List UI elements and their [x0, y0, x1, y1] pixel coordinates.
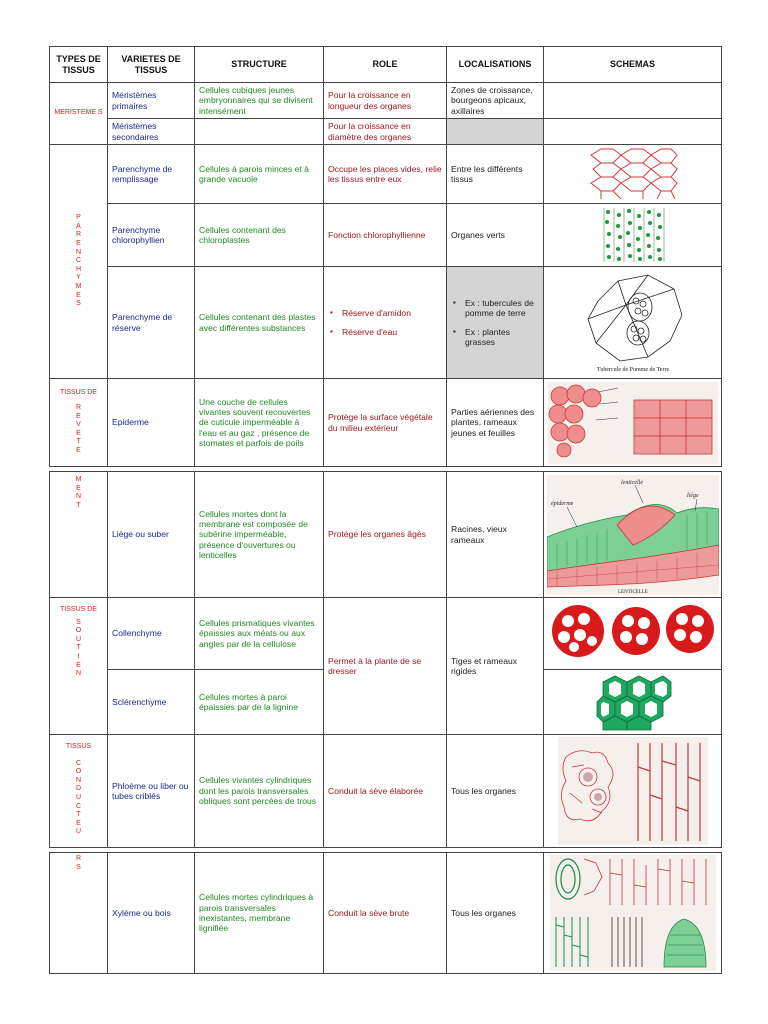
structure-liege: Cellules mortes dont la membrane est composée de subérine imperméable, présence d'ouvertures ou lenticelles [195, 472, 324, 598]
table-row-parenchyme-remplissage [50, 145, 722, 204]
loc-parenchyme-chlorophyllien: Organes verts [447, 204, 544, 267]
schema-parenchyme-chlorophyllien [544, 204, 722, 267]
role-meristemes-secondaires: Pour la croissance en diamètre des organes [324, 119, 447, 145]
variete-sclerenchyme: Sclérenchyme [108, 670, 195, 735]
parenchyma-hexagon-drawing [587, 147, 679, 201]
loc-reserve-plantes-grasses: ▪ Ex : plantes grasses [451, 327, 539, 348]
schema-liege [544, 472, 722, 598]
schema-meristemes-primaires [544, 83, 722, 119]
tissue-table-page [49, 46, 721, 974]
label-lenticelle: lenticelle [620, 479, 643, 486]
role-parenchyme-reserve [324, 267, 447, 379]
tissue-table-block-3 [49, 852, 722, 974]
xylem-drawing [550, 855, 716, 971]
table-row-phloeme [50, 735, 722, 848]
structure-parenchyme-remplissage: Cellules à parois minces et à grande vacuole [195, 145, 324, 204]
role-xyleme: Conduit la sève brute [324, 853, 447, 974]
role-reserve-amidon: ▪ Réserve d'amidon [328, 308, 442, 318]
header-types: TYPES DE TISSUS [50, 47, 108, 83]
table-row-liege [50, 472, 722, 598]
loc-meristemes-primaires: Zones de croissance, bourgeons apicaux, axillaires [447, 83, 544, 119]
loc-reserve-tubercules: ▪ Ex : tubercules de pomme de terre [451, 298, 539, 319]
table-row-collenchyme [50, 598, 722, 670]
type-soutien: TISSUS DE S O U T I E N [50, 598, 108, 735]
variete-parenchyme-reserve: Parenchyme de réserve [108, 267, 195, 379]
structure-collenchyme: Cellules prismatiques vivantes épaissies aux méats ou aux angles par de la cellulose [195, 598, 324, 670]
structure-parenchyme-chlorophyllien: Cellules contenant des chloroplastes [195, 204, 324, 267]
schema-collenchyme [544, 598, 722, 670]
variete-collenchyme: Collenchyme [108, 598, 195, 670]
loc-meristemes-secondaires [447, 119, 544, 145]
role-soutien: Permet à la plante de se dresser [324, 598, 447, 735]
type-revetement-cont: M E N T [50, 472, 108, 598]
schema-phloeme [544, 735, 722, 848]
structure-meristemes-secondaires [195, 119, 324, 145]
header-localisations: LOCALISATIONS [447, 47, 544, 83]
table-row-parenchyme-reserve [50, 267, 722, 379]
schema-parenchyme-remplissage [544, 145, 722, 204]
table-row-xyleme [50, 853, 722, 974]
table-row-meristemes-primaires [50, 83, 722, 119]
header-varietes: VARIETES DE TISSUS [108, 47, 195, 83]
phloem-drawing [558, 737, 708, 845]
schema-sclerenchyme [544, 670, 722, 735]
header-schemas: SCHEMAS [544, 47, 722, 83]
tuber-reserve-drawing [578, 271, 688, 375]
type-parenchymes: P A R E N C H Y M E S [50, 145, 108, 379]
variete-liege: Liège ou suber [108, 472, 195, 598]
structure-xyleme: Cellules mortes cylindriques à parois transversales inexistantes, membrane lignifiée [195, 853, 324, 974]
chlorophyll-parenchyma-drawing [598, 206, 668, 264]
table-header-row [50, 47, 722, 83]
label-epiderme: épiderme [550, 500, 573, 507]
schema-xyleme [544, 853, 722, 974]
loc-xyleme: Tous les organes [447, 853, 544, 974]
type-conducteurs: TISSUS C O N D U C T E U [50, 735, 108, 848]
schema-meristemes-secondaires [544, 119, 722, 145]
variete-phloeme: Phloème ou liber ou tubes criblés [108, 735, 195, 848]
structure-sclerenchyme: Cellules mortes à paroi épaissies par de la lignine [195, 670, 324, 735]
variete-meristemes-primaires: Méristèmes primaires [108, 83, 195, 119]
structure-phloeme: Cellules vivantes cylindriques dont les parois transversales obliques sont percées de trous [195, 735, 324, 848]
label-liege: liège [686, 492, 699, 499]
schema-epiderme [544, 379, 722, 467]
tissue-table-block-1 [49, 46, 722, 467]
lenticel-drawing [547, 475, 719, 595]
role-phloeme: Conduit la sève élaborée [324, 735, 447, 848]
type-meristemes: MERISTEME S [50, 83, 108, 145]
loc-epiderme: Parties aériennes des plantes, rameaux jeunes et feuilles [447, 379, 544, 467]
role-epiderme: Protège la surface végétale du milieu extérieur [324, 379, 447, 467]
structure-parenchyme-reserve: Cellules contenant des plastes avec différentes substances [195, 267, 324, 379]
loc-soutien: Tiges et rameaux rigides [447, 598, 544, 735]
type-revetement: TISSUS DE R E V E T E [50, 379, 108, 467]
tissue-table-block-2 [49, 471, 722, 848]
variete-meristemes-secondaires: Méristèmes secondaires [108, 119, 195, 145]
collenchyma-drawing [548, 601, 718, 667]
loc-parenchyme-remplissage: Entre les différents tissus [447, 145, 544, 204]
variete-parenchyme-chlorophyllien: Parenchyme chlorophyllien [108, 204, 195, 267]
variete-xyleme: Xylème ou bois [108, 853, 195, 974]
loc-liege: Racines, vieux rameaux [447, 472, 544, 598]
structure-meristemes-primaires: Cellules cubiques jeunes embryonnaires qui se divisent intensément [195, 83, 324, 119]
header-role: ROLE [324, 47, 447, 83]
table-row-epiderme [50, 379, 722, 467]
variete-parenchyme-remplissage: Parenchyme de remplissage [108, 145, 195, 204]
structure-epiderme: Une couche de cellules vivantes souvent recouvertes de cuticule imperméable à l'eau et au gaz , présence de stomates et parfois de poils [195, 379, 324, 467]
role-liege: Protège les organes âgés [324, 472, 447, 598]
header-structure: STRUCTURE [195, 47, 324, 83]
role-reserve-eau: ▪ Réserve d'eau [328, 327, 442, 337]
loc-phloeme: Tous les organes [447, 735, 544, 848]
role-parenchyme-remplissage: Occupe les places vides, relie les tissus entre eux [324, 145, 447, 204]
type-conducteurs-cont: R S [50, 853, 108, 974]
label-lenticelle-caption: LENTICELLE [617, 589, 648, 595]
schema-parenchyme-reserve [544, 267, 722, 379]
tuber-caption: Tubercule de Pomme de Terre [596, 366, 669, 373]
role-parenchyme-chlorophyllien: Fonction chlorophyllienne [324, 204, 447, 267]
epiderm-drawing [548, 382, 718, 464]
loc-parenchyme-reserve [447, 267, 544, 379]
role-meristemes-primaires: Pour la croissance en longueur des organes [324, 83, 447, 119]
sclerenchyma-drawing [593, 672, 673, 732]
table-row-meristemes-secondaires [50, 119, 722, 145]
table-row-parenchyme-chlorophyllien [50, 204, 722, 267]
variete-epiderme: Epiderme [108, 379, 195, 467]
